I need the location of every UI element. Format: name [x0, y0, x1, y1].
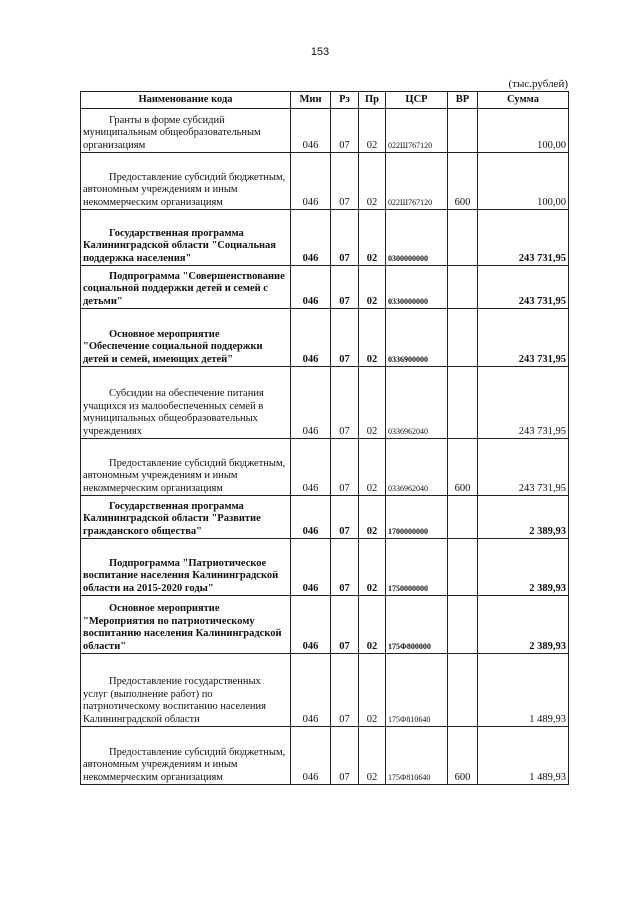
row-name-text: Предоставление субсидий бюджетным, автономным учреждениям и иным некоммерческим организациям: [83, 746, 286, 783]
row-min: 046: [291, 654, 331, 727]
row-name: [81, 153, 291, 210]
row-name: [81, 727, 291, 785]
table-row: [81, 309, 569, 367]
table-row: [81, 654, 569, 727]
row-rz: 07: [331, 539, 359, 596]
row-rz: 07: [331, 109, 359, 153]
table-row: [81, 727, 569, 785]
table-row: [81, 596, 569, 654]
row-csr: 175Ф800000: [386, 596, 448, 654]
row-name: [81, 596, 291, 654]
row-rz: 07: [331, 596, 359, 654]
page-number: 153: [310, 46, 330, 58]
row-vr: [448, 266, 478, 309]
table-row: [81, 266, 569, 309]
row-name: [81, 309, 291, 367]
row-pr: 02: [359, 539, 386, 596]
row-vr: [448, 596, 478, 654]
row-name: [81, 539, 291, 596]
row-rz: 07: [331, 266, 359, 309]
row-name-text: Основное мероприятие "Мероприятия по патриотическому воспитанию населения Калининградской области": [83, 603, 282, 652]
header-csr: ЦСР: [386, 92, 448, 109]
units-label: (тыс.рублей): [508, 78, 568, 90]
row-min: 046: [291, 496, 331, 539]
row-csr: 022Ш767120: [386, 153, 448, 210]
row-sum: 2 389,93: [478, 496, 569, 539]
table-row: [81, 367, 569, 439]
row-vr: [448, 210, 478, 266]
header-vr: ВР: [448, 92, 478, 109]
row-rz: 07: [331, 496, 359, 539]
table-row: [81, 210, 569, 266]
row-pr: 02: [359, 439, 386, 496]
row-vr: [448, 539, 478, 596]
row-sum: 100,00: [478, 109, 569, 153]
row-rz: 07: [331, 210, 359, 266]
row-pr: 02: [359, 153, 386, 210]
row-csr: 1700000000: [386, 496, 448, 539]
row-pr: 02: [359, 596, 386, 654]
row-rz: 07: [331, 153, 359, 210]
row-sum: 1 489,93: [478, 654, 569, 727]
row-pr: 02: [359, 654, 386, 727]
row-name-text: Предоставление государственных услуг (выполнение работ) по патриотическому воспитанию населения Калининградской области: [83, 676, 266, 725]
row-vr: [448, 109, 478, 153]
row-name: [81, 109, 291, 153]
row-sum: 243 731,95: [478, 266, 569, 309]
row-min: 046: [291, 109, 331, 153]
row-sum: 243 731,95: [478, 309, 569, 367]
row-name-text: Предоставление субсидий бюджетным, автономным учреждениям и иным некоммерческим организациям: [83, 457, 286, 494]
table-row: [81, 539, 569, 596]
row-sum: 2 389,93: [478, 596, 569, 654]
row-csr: 0336962040: [386, 439, 448, 496]
row-pr: 02: [359, 109, 386, 153]
row-name-text: Подпрограмма "Патриотическое воспитание населения Калининградской области на 2015-2020 годы": [83, 557, 279, 594]
table-row: [81, 496, 569, 539]
row-rz: 07: [331, 439, 359, 496]
row-min: 046: [291, 309, 331, 367]
row-csr: 0336900000: [386, 309, 448, 367]
row-name-text: Государственная программа Калининградской области "Развитие гражданского общества": [83, 500, 261, 537]
row-vr: [448, 654, 478, 727]
row-rz: 07: [331, 367, 359, 439]
row-pr: 02: [359, 309, 386, 367]
row-csr: 0300000000: [386, 210, 448, 266]
row-pr: 02: [359, 367, 386, 439]
row-rz: 07: [331, 727, 359, 785]
row-min: 046: [291, 596, 331, 654]
row-name-text: Подпрограмма "Совершенствование социальной поддержки детей и семей с детьми": [83, 270, 285, 307]
row-vr: 600: [448, 153, 478, 210]
row-rz: 07: [331, 309, 359, 367]
row-pr: 02: [359, 210, 386, 266]
row-sum: 100,00: [478, 153, 569, 210]
table-header-row: [81, 92, 569, 109]
row-sum: 2 389,93: [478, 539, 569, 596]
row-name: [81, 439, 291, 496]
header-name: Наименование кода: [81, 92, 291, 109]
table-row: [81, 153, 569, 210]
header-rz: Рз: [331, 92, 359, 109]
row-name-text: Предоставление субсидий бюджетным, автономным учреждениям и иным некоммерческим организациям: [83, 171, 286, 208]
row-name: [81, 367, 291, 439]
row-min: 046: [291, 153, 331, 210]
row-name-text: Основное мероприятие "Обеспечение социальной поддержки детей и семей, имеющих детей": [83, 328, 263, 365]
row-csr: 0330000000: [386, 266, 448, 309]
row-rz: 07: [331, 654, 359, 727]
row-vr: [448, 496, 478, 539]
header-min: Мин: [291, 92, 331, 109]
row-name: [81, 266, 291, 309]
row-csr: 175Ф810640: [386, 654, 448, 727]
row-csr: 1750000000: [386, 539, 448, 596]
header-sum: Сумма: [478, 92, 569, 109]
header-pr: Пр: [359, 92, 386, 109]
row-pr: 02: [359, 727, 386, 785]
row-csr: 0336962040: [386, 367, 448, 439]
row-min: 046: [291, 266, 331, 309]
row-pr: 02: [359, 496, 386, 539]
row-min: 046: [291, 439, 331, 496]
row-csr: 022Ш767120: [386, 109, 448, 153]
row-vr: 600: [448, 727, 478, 785]
row-csr: 175Ф810640: [386, 727, 448, 785]
row-name-text: Субсидии на обеспечение питания учащихся из малообеспеченных семей в муниципальных общеобразовательных учреждениях: [83, 388, 264, 437]
table-row: [81, 439, 569, 496]
row-name: [81, 496, 291, 539]
row-name: [81, 210, 291, 266]
row-name-text: Государственная программа Калининградской области "Социальная поддержка населения": [83, 227, 276, 264]
row-vr: 600: [448, 439, 478, 496]
row-sum: 243 731,95: [478, 439, 569, 496]
row-sum: 1 489,93: [478, 727, 569, 785]
budget-table: [80, 91, 569, 785]
row-min: 046: [291, 727, 331, 785]
row-vr: [448, 309, 478, 367]
row-min: 046: [291, 210, 331, 266]
row-sum: 243 731,95: [478, 210, 569, 266]
row-min: 046: [291, 367, 331, 439]
row-name-text: Гранты в форме субсидий муниципальным общеобразовательным организациям: [83, 114, 261, 151]
row-sum: 243 731,95: [478, 367, 569, 439]
row-min: 046: [291, 539, 331, 596]
row-name: [81, 654, 291, 727]
row-pr: 02: [359, 266, 386, 309]
table-row: [81, 109, 569, 153]
row-vr: [448, 367, 478, 439]
